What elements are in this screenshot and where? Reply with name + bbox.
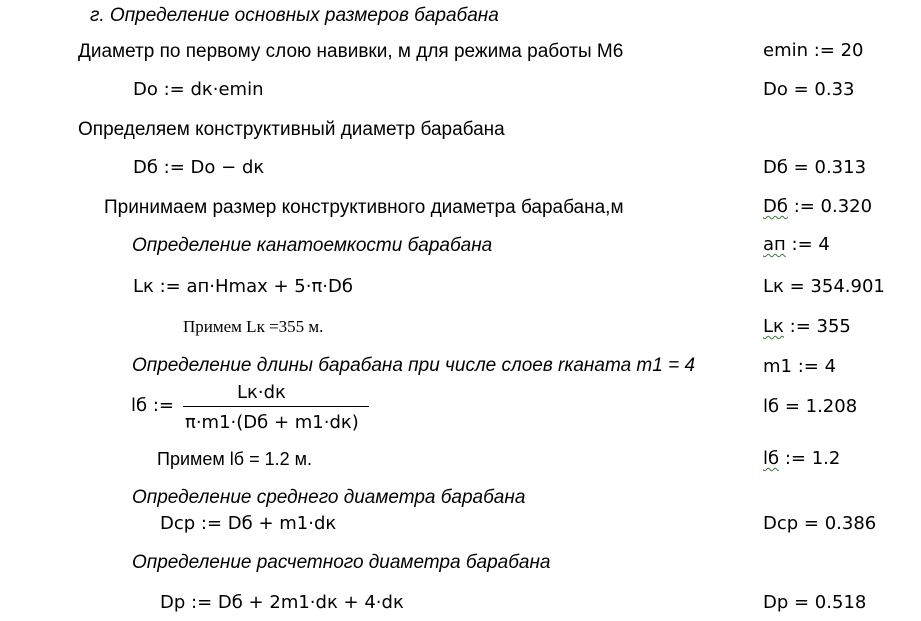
math-result-dp[interactable]: Dр = 0.518 [763, 592, 867, 613]
math-region-db-assign[interactable] [763, 198, 872, 216]
lk-assign-value: := 355 [783, 316, 851, 337]
text-line-accept-diameter: Принимаем размер конструктивного диаметра барабана,м [104, 197, 624, 218]
math-region-an-assign[interactable] [763, 236, 830, 254]
lb-variable: lб [763, 448, 780, 469]
math-region-m1[interactable]: m1 := 4 [763, 356, 837, 377]
text-line-diameter-first-layer: Диаметр по первому слою навивки, м для режима работы М6 [78, 41, 624, 62]
math-result-db[interactable]: Dб = 0.313 [763, 157, 867, 178]
math-region-dp-def[interactable]: Dр := Dб + 2m1·dк + 4·dк [160, 592, 404, 613]
math-region-do-def[interactable]: Do := dк·emin [133, 79, 264, 100]
fraction-numerator: Lк·dк [237, 382, 286, 403]
section-heading: г. Определение основных размеров барабана [90, 5, 499, 26]
subheading-design-diameter: Определение расчетного диаметра барабана [132, 552, 551, 573]
note-accept-lb: Примем lб = 1.2 м. [157, 449, 312, 469]
lk-variable: Lк [763, 316, 784, 337]
text-line-constructive-diameter: Определяем конструктивный диаметр барабана [78, 119, 505, 140]
db-assign-value: := 0.320 [787, 196, 873, 217]
math-region-lk-def[interactable]: Lк := ап·Hmax + 5·π·Dб [133, 276, 353, 297]
an-variable: ап [763, 234, 786, 255]
fraction-denominator: π·m1·(Dб + m1·dк) [185, 412, 359, 433]
math-region-dcp-def[interactable]: Dср := Dб + m1·dк [160, 513, 337, 534]
math-region-emin[interactable]: emin := 20 [763, 40, 864, 61]
math-result-lb[interactable]: lб = 1.208 [763, 396, 858, 417]
lb-assign-value: := 1.2 [779, 448, 841, 469]
subheading-rope-capacity: Определение канатоемкости барабана [132, 235, 493, 256]
subheading-mean-diameter: Определение среднего диаметра барабана [132, 487, 526, 508]
math-result-do[interactable]: Do = 0.33 [763, 79, 855, 100]
math-region-lb-assign[interactable] [763, 450, 840, 468]
math-result-dcp[interactable]: Dср = 0.386 [763, 513, 877, 534]
math-region-lk-assign[interactable] [763, 318, 851, 336]
an-assign-value: := 4 [785, 234, 830, 255]
math-region-db-def[interactable]: Dб := Do − dк [133, 157, 265, 178]
math-result-lk[interactable]: Lк = 354.901 [763, 276, 885, 297]
math-region-lb-lhs[interactable]: lб := [131, 395, 174, 416]
db-variable: Dб [763, 196, 788, 217]
subheading-drum-length: Определение длины барабана при числе слоев rканата m1 = 4 [132, 355, 696, 376]
note-accept-lk: Примем Lк =355 м. [183, 317, 324, 336]
